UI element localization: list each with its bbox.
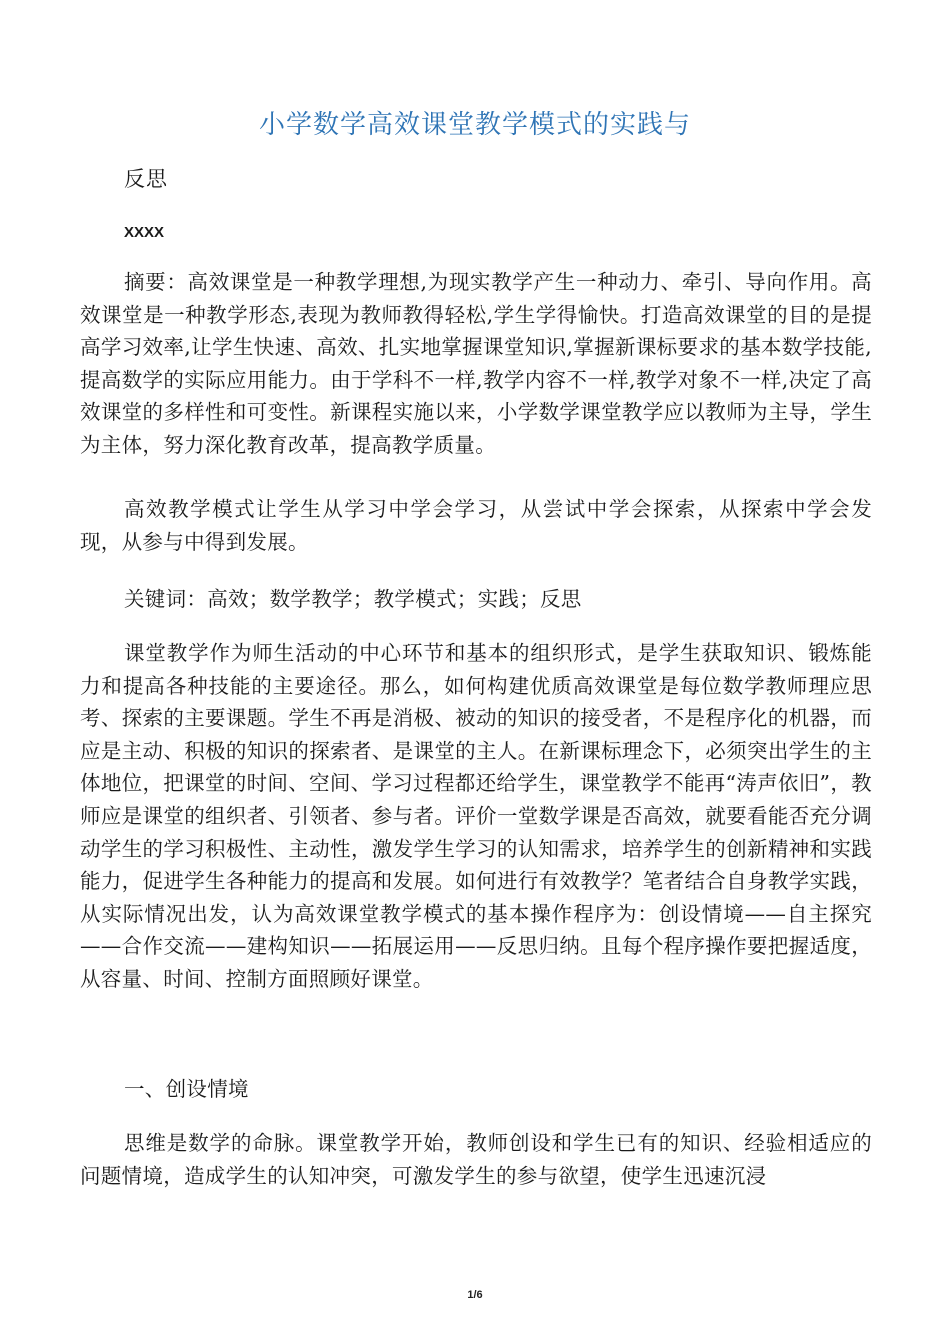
body-paragraph: 课堂教学作为师生活动的中心环节和基本的组织形式，是学生获取知识、锻炼能力和提高各种技能的主要途径。那么，如何构建优质高效课堂是每位数学教师理应思考、探索的主要课题。学生不再是消极、被动的知识的接受者，不是程序化的机器，而应是主动、积极的知识的探索者、是课堂的主人。在新课标理念下，必须突出学生的主体地位，把课堂的时间、空间、学习过程都还给学生，课堂教学不能再“涛声依旧”，教师应是课堂的组织者、引领者、参与者。评价一堂数学课是否高效，就要看能否充分调动学生的学习积极性、主动性，激发学生学习的认知需求，培养学生的创新精神和实践能力，促进学生各种能力的提高和发展。如何进行有效教学？笔者结合自身教学实践，从实际情况出发，认为高效课堂教学模式的基本操作程序为：创设情境——自主探究——合作交流——建构知识——拓展运用——反思归纳。且每个程序操作要把握适度，从容量、时间、控制方面照顾好课堂。: [80, 641, 872, 991]
abstract-paragraph: 摘要：高效课堂是一种教学理想,为现实教学产生一种动力、牵引、导向作用。高效课堂是一种教学形态,表现为教师教得轻松,学生学得愉快。打造高效课堂的目的是提高学习效率,让学生快速、高效、扎实地掌握课堂知识,掌握新课标要求的基本数学技能,提高数学的实际应用能力。由于学科不一样,教学内容不一样,教学对象不一样,决定了高效课堂的多样性和可变性。新课程实施以来，小学数学课堂教学应以教师为主导，学生为主体，努力深化教育改革，提高教学质量。: [80, 270, 872, 457]
page-number: 1/6: [467, 1289, 483, 1301]
author-name: XXXX: [124, 224, 165, 241]
body-paragraph: 思维是数学的命脉。课堂教学开始，教师创设和学生已有的知识、经验相适应的问题情境，造成学生的认知冲突，可激发学生的参与欲望，使学生迅速沉浸: [80, 1131, 872, 1188]
keywords-line: 关键词：高效；数学教学；教学模式；实践；反思: [124, 587, 582, 611]
section-heading: 一、创设情境: [124, 1077, 249, 1101]
document-title-continuation: 反思: [124, 167, 168, 191]
document-title: 小学数学高效课堂教学模式的实践与: [258, 110, 691, 140]
abstract-continued-paragraph: 高效教学模式让学生从学习中学会学习，从尝试中学会探索，从探索中学会发现，从参与中得到发展。: [80, 497, 872, 554]
